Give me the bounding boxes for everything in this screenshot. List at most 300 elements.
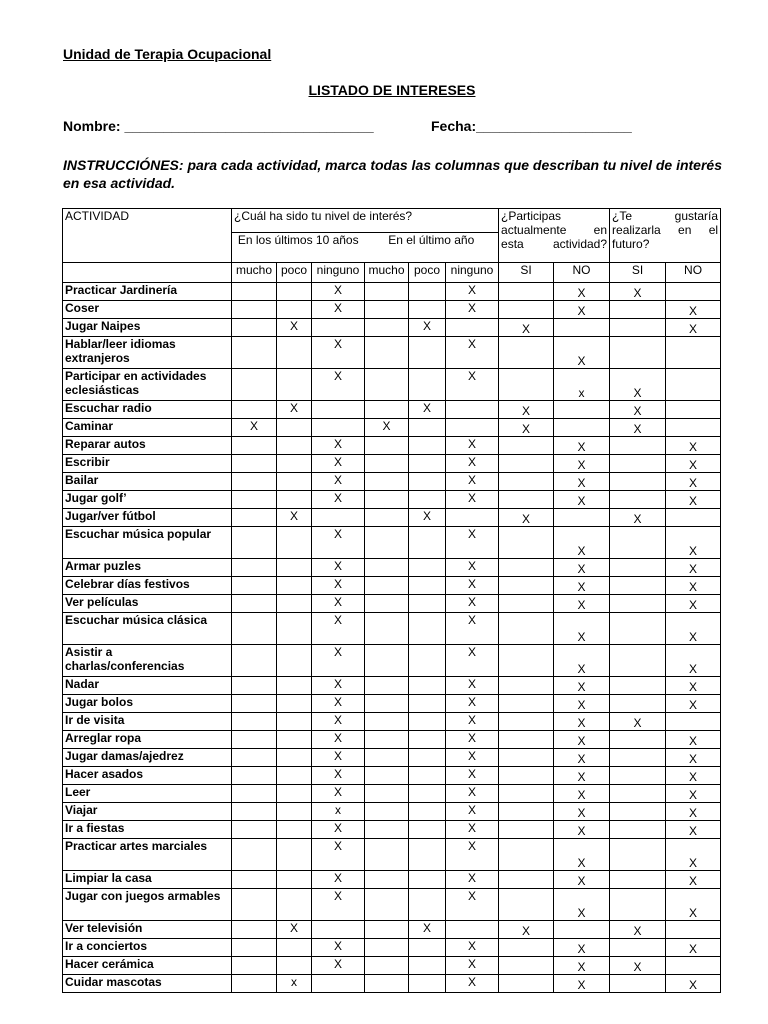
mark-cell [365, 337, 409, 369]
mark-cell: X [312, 821, 365, 839]
mark-cell [666, 401, 721, 419]
mark-cell [610, 319, 666, 337]
mark-cell: X [554, 473, 610, 491]
mark-cell [409, 437, 446, 455]
mark-cell: X [554, 645, 610, 677]
mark-cell: X [666, 871, 721, 889]
mark-cell [499, 577, 554, 595]
mark-cell: X [554, 889, 610, 921]
subheader-cell: ninguno [312, 263, 365, 283]
mark-cell [365, 821, 409, 839]
mark-cell: X [666, 677, 721, 695]
mark-cell: X [666, 595, 721, 613]
mark-cell [409, 957, 446, 975]
mark-cell [446, 319, 499, 337]
table-row [63, 613, 721, 645]
mark-cell [232, 283, 277, 301]
mark-cell [610, 839, 666, 871]
mark-cell: X [666, 473, 721, 491]
mark-cell: X [554, 283, 610, 301]
activity-name: Jugar bolos [63, 695, 232, 713]
activity-name: Caminar [63, 419, 232, 437]
mark-cell [232, 713, 277, 731]
table-row [63, 527, 721, 559]
table-row [63, 939, 721, 957]
mark-cell [610, 785, 666, 803]
mark-cell [409, 677, 446, 695]
mark-cell [409, 821, 446, 839]
mark-cell: X [312, 337, 365, 369]
mark-cell [409, 871, 446, 889]
mark-cell [409, 889, 446, 921]
table-row [63, 455, 721, 473]
mark-cell: X [312, 455, 365, 473]
mark-cell [666, 713, 721, 731]
mark-cell: X [312, 491, 365, 509]
mark-cell: X [446, 491, 499, 509]
mark-cell [277, 369, 312, 401]
mark-cell: X [499, 401, 554, 419]
table-row [63, 437, 721, 455]
mark-cell: X [277, 509, 312, 527]
mark-cell [409, 559, 446, 577]
activity-name: Ir a conciertos [63, 939, 232, 957]
mark-cell: X [446, 939, 499, 957]
mark-cell [666, 509, 721, 527]
mark-cell [365, 731, 409, 749]
table-row [63, 821, 721, 839]
mark-cell [446, 419, 499, 437]
activity-name: Hacer cerámica [63, 957, 232, 975]
mark-cell [409, 491, 446, 509]
mark-cell [610, 677, 666, 695]
period-last-10-years: En los últimos 10 años [232, 233, 365, 263]
table-row [63, 767, 721, 785]
mark-cell [232, 695, 277, 713]
mark-cell: X [446, 821, 499, 839]
mark-cell: X [312, 713, 365, 731]
mark-cell: X [554, 577, 610, 595]
mark-cell [610, 803, 666, 821]
mark-cell [277, 749, 312, 767]
mark-cell: X [666, 939, 721, 957]
activity-name: Escuchar música popular [63, 527, 232, 559]
activity-name: Celebrar días festivos [63, 577, 232, 595]
mark-cell: X [610, 283, 666, 301]
mark-cell: X [499, 319, 554, 337]
subheader-cell: mucho [232, 263, 277, 283]
mark-cell: X [312, 677, 365, 695]
table-row [63, 319, 721, 337]
mark-cell [499, 283, 554, 301]
mark-cell [554, 921, 610, 939]
mark-cell [277, 527, 312, 559]
mark-cell: X [554, 767, 610, 785]
mark-cell [365, 645, 409, 677]
mark-cell: X [446, 283, 499, 301]
mark-cell: X [446, 437, 499, 455]
activity-name: Hablar/leer idiomas extranjeros [63, 337, 232, 369]
mark-cell [365, 527, 409, 559]
mark-cell [232, 473, 277, 491]
mark-cell: X [409, 401, 446, 419]
mark-cell [277, 803, 312, 821]
mark-cell: X [446, 871, 499, 889]
mark-cell [277, 939, 312, 957]
mark-cell: X [666, 559, 721, 577]
mark-cell: X [666, 695, 721, 713]
mark-cell: X [554, 939, 610, 957]
mark-cell: X [277, 401, 312, 419]
mark-cell [277, 419, 312, 437]
mark-cell: X [446, 803, 499, 821]
mark-cell: X [554, 337, 610, 369]
mark-cell [409, 939, 446, 957]
mark-cell [232, 677, 277, 695]
mark-cell [409, 473, 446, 491]
mark-cell: X [446, 731, 499, 749]
table-row [63, 871, 721, 889]
mark-cell [312, 975, 365, 993]
mark-cell: X [666, 785, 721, 803]
mark-cell: X [446, 889, 499, 921]
mark-cell [409, 785, 446, 803]
mark-cell [232, 803, 277, 821]
mark-cell [232, 957, 277, 975]
mark-cell [232, 301, 277, 319]
activity-name: Jugar damas/ajedrez [63, 749, 232, 767]
mark-cell: X [446, 337, 499, 369]
mark-cell: X [666, 527, 721, 559]
mark-cell: X [554, 957, 610, 975]
mark-cell: X [666, 821, 721, 839]
mark-cell [277, 491, 312, 509]
mark-cell [277, 613, 312, 645]
table-row [63, 803, 721, 821]
mark-cell: X [554, 821, 610, 839]
mark-cell [365, 957, 409, 975]
mark-cell [610, 301, 666, 319]
mark-cell: X [312, 613, 365, 645]
mark-cell: X [446, 527, 499, 559]
mark-cell [499, 839, 554, 871]
activity-column-header: ACTIVIDAD [63, 209, 232, 263]
mark-cell [232, 749, 277, 767]
mark-cell [666, 419, 721, 437]
mark-cell: X [610, 369, 666, 401]
mark-cell: X [312, 839, 365, 871]
mark-cell [232, 939, 277, 957]
mark-cell [499, 713, 554, 731]
mark-cell: X [666, 301, 721, 319]
mark-cell: X [499, 509, 554, 527]
subheader-cell: poco [409, 263, 446, 283]
mark-cell: X [554, 975, 610, 993]
name-field-label: Nombre: ________________________________ [63, 118, 374, 134]
mark-cell [312, 921, 365, 939]
mark-cell [312, 401, 365, 419]
future-column-header: ¿Te gustaría realizarla en el futuro? [610, 209, 721, 263]
table-row [63, 889, 721, 921]
mark-cell: X [312, 767, 365, 785]
mark-cell: X [554, 803, 610, 821]
mark-cell: X [312, 939, 365, 957]
mark-cell [499, 821, 554, 839]
table-row [63, 713, 721, 731]
mark-cell [554, 401, 610, 419]
mark-cell [499, 645, 554, 677]
mark-cell: X [666, 577, 721, 595]
mark-cell [409, 577, 446, 595]
mark-cell: X [610, 419, 666, 437]
mark-cell [365, 839, 409, 871]
mark-cell [365, 803, 409, 821]
mark-cell: X [446, 713, 499, 731]
mark-cell [277, 839, 312, 871]
subheader-blank [63, 263, 232, 283]
table-row [63, 731, 721, 749]
mark-cell [365, 677, 409, 695]
table-row [63, 559, 721, 577]
mark-cell [409, 301, 446, 319]
mark-cell [499, 455, 554, 473]
mark-cell: X [666, 839, 721, 871]
activity-name: Armar puzles [63, 559, 232, 577]
mark-cell: X [312, 731, 365, 749]
activity-name: Ver televisión [63, 921, 232, 939]
mark-cell: x [312, 803, 365, 821]
table-row [63, 957, 721, 975]
activity-name: Jugar con juegos armables [63, 889, 232, 921]
activity-name: Viajar [63, 803, 232, 821]
mark-cell [610, 595, 666, 613]
mark-cell [277, 731, 312, 749]
activity-name: Reparar autos [63, 437, 232, 455]
mark-cell [277, 473, 312, 491]
mark-cell [409, 749, 446, 767]
table-row [63, 749, 721, 767]
subheader-cell: NO [666, 263, 721, 283]
activity-name: Practicar artes marciales [63, 839, 232, 871]
mark-cell: X [277, 319, 312, 337]
mark-cell: X [666, 491, 721, 509]
mark-cell: X [312, 695, 365, 713]
mark-cell: X [446, 613, 499, 645]
interest-column-header: ¿Cuál ha sido tu nivel de interés? [232, 209, 499, 233]
mark-cell: X [554, 595, 610, 613]
activity-name: Jugar/ver fútbol [63, 509, 232, 527]
mark-cell [409, 527, 446, 559]
mark-cell: X [554, 491, 610, 509]
mark-cell: X [446, 559, 499, 577]
form-title: LISTADO DE INTERESES [308, 82, 476, 98]
mark-cell [277, 785, 312, 803]
mark-cell [610, 767, 666, 785]
activity-name: Bailar [63, 473, 232, 491]
mark-cell [232, 889, 277, 921]
mark-cell: X [312, 749, 365, 767]
mark-cell [610, 437, 666, 455]
mark-cell [365, 939, 409, 957]
activity-name: Escuchar radio [63, 401, 232, 419]
mark-cell [232, 509, 277, 527]
mark-cell [610, 613, 666, 645]
mark-cell [365, 871, 409, 889]
mark-cell [232, 319, 277, 337]
mark-cell: X [554, 731, 610, 749]
mark-cell [499, 767, 554, 785]
activity-name: Escribir [63, 455, 232, 473]
mark-cell: X [499, 419, 554, 437]
mark-cell: X [666, 975, 721, 993]
mark-cell: x [554, 369, 610, 401]
mark-cell: X [365, 419, 409, 437]
mark-cell: X [446, 645, 499, 677]
mark-cell: X [554, 785, 610, 803]
mark-cell: X [666, 613, 721, 645]
mark-cell: X [312, 957, 365, 975]
mark-cell [610, 527, 666, 559]
mark-cell [499, 437, 554, 455]
activity-name: Ir a fiestas [63, 821, 232, 839]
activity-name: Limpiar la casa [63, 871, 232, 889]
mark-cell [277, 559, 312, 577]
table-row [63, 645, 721, 677]
mark-cell [365, 301, 409, 319]
subheader-cell: SI [499, 263, 554, 283]
mark-cell: X [446, 749, 499, 767]
activity-name: Practicar Jardinería [63, 283, 232, 301]
mark-cell [499, 337, 554, 369]
mark-cell [232, 559, 277, 577]
mark-cell [232, 821, 277, 839]
mark-cell [499, 695, 554, 713]
mark-cell [666, 957, 721, 975]
mark-cell: X [666, 437, 721, 455]
mark-cell [610, 695, 666, 713]
subheader-cell: poco [277, 263, 312, 283]
mark-cell [666, 337, 721, 369]
mark-cell [232, 975, 277, 993]
mark-cell: X [666, 319, 721, 337]
mark-cell [499, 301, 554, 319]
mark-cell: X [446, 455, 499, 473]
mark-cell [365, 437, 409, 455]
instructions: INSTRUCCIÓNES: para cada actividad, marca todas las columnas que describan tu nivel de interés en esa actividad. [63, 157, 722, 191]
mark-cell [232, 455, 277, 473]
mark-cell [365, 319, 409, 337]
mark-cell [232, 337, 277, 369]
mark-cell [365, 785, 409, 803]
mark-cell: X [554, 695, 610, 713]
mark-cell [277, 645, 312, 677]
mark-cell [554, 319, 610, 337]
mark-cell [365, 455, 409, 473]
mark-cell: X [312, 785, 365, 803]
mark-cell [277, 437, 312, 455]
mark-cell [365, 695, 409, 713]
mark-cell: X [666, 889, 721, 921]
mark-cell [365, 509, 409, 527]
mark-cell [365, 473, 409, 491]
activity-name: Coser [63, 301, 232, 319]
table-row [63, 491, 721, 509]
mark-cell [277, 301, 312, 319]
mark-cell: X [312, 369, 365, 401]
table-row [63, 975, 721, 993]
activity-name: Ver películas [63, 595, 232, 613]
mark-cell [312, 319, 365, 337]
mark-cell: X [554, 613, 610, 645]
mark-cell [277, 577, 312, 595]
subheader-cell: mucho [365, 263, 409, 283]
mark-cell [499, 527, 554, 559]
mark-cell [409, 455, 446, 473]
mark-cell [499, 871, 554, 889]
mark-cell [232, 645, 277, 677]
mark-cell [277, 767, 312, 785]
mark-cell: X [446, 301, 499, 319]
table-row [63, 595, 721, 613]
activity-name: Jugar golf’ [63, 491, 232, 509]
mark-cell [499, 473, 554, 491]
mark-cell [610, 577, 666, 595]
mark-cell [277, 695, 312, 713]
mark-cell [409, 645, 446, 677]
mark-cell [610, 645, 666, 677]
mark-cell: X [446, 957, 499, 975]
mark-cell [277, 821, 312, 839]
mark-cell: X [554, 677, 610, 695]
mark-cell [499, 595, 554, 613]
mark-cell [499, 677, 554, 695]
table-row [63, 401, 721, 419]
mark-cell: X [446, 695, 499, 713]
participate-column-header: ¿Participas actualmente en esta actividad? [499, 209, 610, 263]
mark-cell [499, 613, 554, 645]
activity-name: Nadar [63, 677, 232, 695]
mark-cell: X [446, 577, 499, 595]
mark-cell [610, 473, 666, 491]
mark-cell [446, 921, 499, 939]
mark-cell: X [446, 677, 499, 695]
mark-cell [409, 337, 446, 369]
mark-cell [610, 871, 666, 889]
mark-cell [610, 491, 666, 509]
mark-cell [232, 577, 277, 595]
activity-name: Cuidar mascotas [63, 975, 232, 993]
mark-cell: X [409, 319, 446, 337]
mark-cell [232, 401, 277, 419]
mark-cell: X [446, 767, 499, 785]
mark-cell [499, 803, 554, 821]
table-row [63, 677, 721, 695]
table-row [63, 577, 721, 595]
mark-cell: X [554, 301, 610, 319]
mark-cell: X [409, 921, 446, 939]
mark-cell: X [610, 401, 666, 419]
mark-cell: X [312, 595, 365, 613]
mark-cell: X [232, 419, 277, 437]
mark-cell [409, 595, 446, 613]
mark-cell: X [554, 839, 610, 871]
mark-cell [499, 785, 554, 803]
mark-cell: X [554, 559, 610, 577]
mark-cell [499, 749, 554, 767]
mark-cell: X [666, 803, 721, 821]
mark-cell [446, 401, 499, 419]
mark-cell [232, 871, 277, 889]
